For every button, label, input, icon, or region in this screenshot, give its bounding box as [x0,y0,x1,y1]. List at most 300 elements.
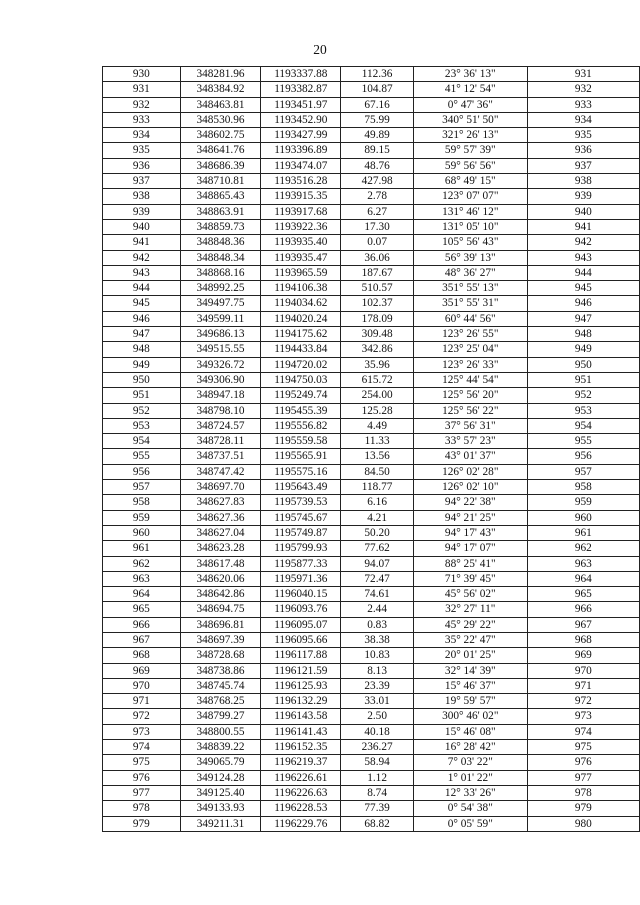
table-row [103,464,640,479]
table-row [103,311,640,326]
y-coordinate-cell: 1195556.82 [261,418,341,433]
point-from-cell: 968 [103,648,181,663]
point-from-cell: 940 [103,219,181,234]
point-from-cell: 954 [103,434,181,449]
point-to-cell: 940 [527,204,639,219]
distance-cell: 2.78 [341,189,414,204]
table-row [103,204,640,219]
distance-cell: 2.50 [341,709,414,724]
x-coordinate-cell: 348710.81 [180,174,261,189]
x-coordinate-cell: 348799.27 [180,709,261,724]
table-row [103,602,640,617]
point-from-cell: 939 [103,204,181,219]
distance-cell: 6.16 [341,495,414,510]
bearing-cell: 33° 57' 23" [413,434,527,449]
y-coordinate-cell: 1193452.90 [261,112,341,127]
x-coordinate-cell: 348463.81 [180,97,261,112]
distance-cell: 13.56 [341,449,414,464]
distance-cell: 125.28 [341,403,414,418]
bearing-cell: 94° 21' 25" [413,510,527,525]
distance-cell: 84.50 [341,464,414,479]
point-to-cell: 967 [527,617,639,632]
point-from-cell: 947 [103,327,181,342]
y-coordinate-cell: 1194034.62 [261,296,341,311]
point-to-cell: 965 [527,587,639,602]
y-coordinate-cell: 1193922.36 [261,219,341,234]
table-row [103,541,640,556]
point-from-cell: 950 [103,372,181,387]
point-from-cell: 948 [103,342,181,357]
point-to-cell: 934 [527,112,639,127]
distance-cell: 75.99 [341,112,414,127]
y-coordinate-cell: 1196093.76 [261,602,341,617]
point-from-cell: 934 [103,128,181,143]
bearing-cell: 351° 55' 13" [413,281,527,296]
point-from-cell: 955 [103,449,181,464]
distance-cell: 8.74 [341,785,414,800]
table-row [103,525,640,540]
point-from-cell: 976 [103,770,181,785]
point-from-cell: 959 [103,510,181,525]
table-row [103,801,640,816]
x-coordinate-cell: 349306.90 [180,372,261,387]
coordinates-table [102,66,640,832]
distance-cell: 50.20 [341,525,414,540]
table-row [103,724,640,739]
bearing-cell: 131° 05' 10" [413,219,527,234]
point-from-cell: 956 [103,464,181,479]
x-coordinate-cell: 348620.06 [180,571,261,586]
x-coordinate-cell: 348686.39 [180,158,261,173]
distance-cell: 35.96 [341,357,414,372]
table-row [103,648,640,663]
bearing-cell: 16° 28' 42" [413,740,527,755]
point-to-cell: 932 [527,82,639,97]
y-coordinate-cell: 1196228.53 [261,801,341,816]
bearing-cell: 94° 17' 43" [413,525,527,540]
table-row [103,632,640,647]
y-coordinate-cell: 1196226.61 [261,770,341,785]
table-row [103,587,640,602]
point-from-cell: 965 [103,602,181,617]
distance-cell: 49.89 [341,128,414,143]
distance-cell: 615.72 [341,372,414,387]
y-coordinate-cell: 1195559.58 [261,434,341,449]
bearing-cell: 126° 02' 28" [413,464,527,479]
table-row [103,388,640,403]
y-coordinate-cell: 1195745.67 [261,510,341,525]
x-coordinate-cell: 348863.91 [180,204,261,219]
point-to-cell: 975 [527,740,639,755]
x-coordinate-cell: 349497.75 [180,296,261,311]
x-coordinate-cell: 348627.83 [180,495,261,510]
point-from-cell: 977 [103,785,181,800]
point-from-cell: 938 [103,189,181,204]
y-coordinate-cell: 1196040.15 [261,587,341,602]
x-coordinate-cell: 348745.74 [180,678,261,693]
y-coordinate-cell: 1195249.74 [261,388,341,403]
bearing-cell: 60° 44' 56" [413,311,527,326]
point-to-cell: 933 [527,97,639,112]
y-coordinate-cell: 1193965.59 [261,265,341,280]
table-row [103,556,640,571]
bearing-cell: 43° 01' 37" [413,449,527,464]
y-coordinate-cell: 1196117.88 [261,648,341,663]
distance-cell: 178.09 [341,311,414,326]
y-coordinate-cell: 1195971.36 [261,571,341,586]
y-coordinate-cell: 1193396.89 [261,143,341,158]
bearing-cell: 94° 17' 07" [413,541,527,556]
table-row [103,82,640,97]
table-row [103,449,640,464]
x-coordinate-cell: 348859.73 [180,219,261,234]
point-from-cell: 969 [103,663,181,678]
table-row [103,480,640,495]
point-to-cell: 943 [527,250,639,265]
y-coordinate-cell: 1194020.24 [261,311,341,326]
distance-cell: 38.38 [341,632,414,647]
table-row [103,740,640,755]
y-coordinate-cell: 1195455.39 [261,403,341,418]
point-from-cell: 964 [103,587,181,602]
x-coordinate-cell: 348623.28 [180,541,261,556]
x-coordinate-cell: 349326.72 [180,357,261,372]
distance-cell: 77.39 [341,801,414,816]
point-from-cell: 963 [103,571,181,586]
distance-cell: 77.62 [341,541,414,556]
point-from-cell: 944 [103,281,181,296]
y-coordinate-cell: 1196132.29 [261,694,341,709]
bearing-cell: 1° 01' 22" [413,770,527,785]
bearing-cell: 123° 26' 33" [413,357,527,372]
point-to-cell: 964 [527,571,639,586]
table-row [103,158,640,173]
y-coordinate-cell: 1193935.40 [261,235,341,250]
bearing-cell: 68° 49' 15" [413,174,527,189]
table-row [103,189,640,204]
bearing-cell: 123° 25' 04" [413,342,527,357]
bearing-cell: 71° 39' 45" [413,571,527,586]
y-coordinate-cell: 1194106.38 [261,281,341,296]
x-coordinate-cell: 348530.96 [180,112,261,127]
x-coordinate-cell: 348627.36 [180,510,261,525]
table-row [103,250,640,265]
y-coordinate-cell: 1196229.76 [261,816,341,831]
x-coordinate-cell: 348642.86 [180,587,261,602]
x-coordinate-cell: 349599.11 [180,311,261,326]
y-coordinate-cell: 1196226.63 [261,785,341,800]
distance-cell: 104.87 [341,82,414,97]
table-row [103,495,640,510]
distance-cell: 33.01 [341,694,414,709]
y-coordinate-cell: 1193516.28 [261,174,341,189]
table-row [103,67,640,82]
table-row [103,678,640,693]
y-coordinate-cell: 1194433.84 [261,342,341,357]
table-row [103,357,640,372]
point-to-cell: 959 [527,495,639,510]
bearing-cell: 300° 46' 02" [413,709,527,724]
point-from-cell: 952 [103,403,181,418]
point-to-cell: 948 [527,327,639,342]
bearing-cell: 56° 39' 13" [413,250,527,265]
bearing-cell: 7° 03' 22" [413,755,527,770]
bearing-cell: 12° 33' 26" [413,785,527,800]
x-coordinate-cell: 348768.25 [180,694,261,709]
point-from-cell: 974 [103,740,181,755]
distance-cell: 118.77 [341,480,414,495]
point-from-cell: 937 [103,174,181,189]
distance-cell: 187.67 [341,265,414,280]
y-coordinate-cell: 1196095.07 [261,617,341,632]
y-coordinate-cell: 1196125.93 [261,678,341,693]
point-to-cell: 972 [527,694,639,709]
bearing-cell: 0° 54' 38" [413,801,527,816]
distance-cell: 0.83 [341,617,414,632]
x-coordinate-cell: 348728.11 [180,434,261,449]
bearing-cell: 126° 02' 10" [413,480,527,495]
bearing-cell: 123° 07' 07" [413,189,527,204]
y-coordinate-cell: 1195739.53 [261,495,341,510]
x-coordinate-cell: 348724.57 [180,418,261,433]
distance-cell: 4.49 [341,418,414,433]
bearing-cell: 123° 26' 55" [413,327,527,342]
distance-cell: 309.48 [341,327,414,342]
point-to-cell: 945 [527,281,639,296]
distance-cell: 17.30 [341,219,414,234]
distance-cell: 112.36 [341,67,414,82]
point-from-cell: 933 [103,112,181,127]
x-coordinate-cell: 348839.22 [180,740,261,755]
distance-cell: 11.33 [341,434,414,449]
point-to-cell: 952 [527,388,639,403]
bearing-cell: 351° 55' 31" [413,296,527,311]
x-coordinate-cell: 348737.51 [180,449,261,464]
point-to-cell: 960 [527,510,639,525]
bearing-cell: 0° 47' 36" [413,97,527,112]
y-coordinate-cell: 1196152.35 [261,740,341,755]
bearing-cell: 32° 14' 39" [413,663,527,678]
page-number: 20 [313,42,327,57]
point-to-cell: 970 [527,663,639,678]
x-coordinate-cell: 348865.43 [180,189,261,204]
point-from-cell: 966 [103,617,181,632]
point-to-cell: 977 [527,770,639,785]
point-to-cell: 937 [527,158,639,173]
distance-cell: 40.18 [341,724,414,739]
point-to-cell: 955 [527,434,639,449]
point-from-cell: 962 [103,556,181,571]
y-coordinate-cell: 1196219.37 [261,755,341,770]
x-coordinate-cell: 348798.10 [180,403,261,418]
point-from-cell: 978 [103,801,181,816]
distance-cell: 0.07 [341,235,414,250]
x-coordinate-cell: 348602.75 [180,128,261,143]
y-coordinate-cell: 1193917.68 [261,204,341,219]
bearing-cell: 59° 56' 56" [413,158,527,173]
table-row [103,785,640,800]
y-coordinate-cell: 1194720.02 [261,357,341,372]
table-row [103,403,640,418]
x-coordinate-cell: 348641.76 [180,143,261,158]
distance-cell: 6.27 [341,204,414,219]
table-row [103,663,640,678]
table-row [103,281,640,296]
point-from-cell: 941 [103,235,181,250]
y-coordinate-cell: 1195749.87 [261,525,341,540]
bearing-cell: 37° 56' 31" [413,418,527,433]
x-coordinate-cell: 348848.34 [180,250,261,265]
y-coordinate-cell: 1195575.16 [261,464,341,479]
x-coordinate-cell: 349515.55 [180,342,261,357]
point-to-cell: 944 [527,265,639,280]
table-row [103,816,640,831]
point-to-cell: 973 [527,709,639,724]
y-coordinate-cell: 1195643.49 [261,480,341,495]
point-to-cell: 976 [527,755,639,770]
x-coordinate-cell: 348281.96 [180,67,261,82]
table-row [103,434,640,449]
point-to-cell: 956 [527,449,639,464]
point-to-cell: 949 [527,342,639,357]
table-row [103,571,640,586]
x-coordinate-cell: 348728.68 [180,648,261,663]
y-coordinate-cell: 1196095.66 [261,632,341,647]
distance-cell: 74.61 [341,587,414,602]
point-from-cell: 973 [103,724,181,739]
table-row [103,265,640,280]
y-coordinate-cell: 1193935.47 [261,250,341,265]
point-to-cell: 953 [527,403,639,418]
bearing-cell: 88° 25' 41" [413,556,527,571]
table-row [103,112,640,127]
x-coordinate-cell: 348697.70 [180,480,261,495]
y-coordinate-cell: 1196143.58 [261,709,341,724]
bearing-cell: 340° 51' 50" [413,112,527,127]
point-to-cell: 941 [527,219,639,234]
x-coordinate-cell: 348848.36 [180,235,261,250]
distance-cell: 4.21 [341,510,414,525]
distance-cell: 236.27 [341,740,414,755]
point-from-cell: 935 [103,143,181,158]
y-coordinate-cell: 1195877.33 [261,556,341,571]
y-coordinate-cell: 1193451.97 [261,97,341,112]
x-coordinate-cell: 348800.55 [180,724,261,739]
point-to-cell: 979 [527,801,639,816]
x-coordinate-cell: 348738.86 [180,663,261,678]
distance-cell: 2.44 [341,602,414,617]
table-row [103,709,640,724]
table-row [103,235,640,250]
distance-cell: 510.57 [341,281,414,296]
x-coordinate-cell: 348947.18 [180,388,261,403]
distance-cell: 254.00 [341,388,414,403]
bearing-cell: 125° 56' 22" [413,403,527,418]
point-to-cell: 971 [527,678,639,693]
table-row [103,174,640,189]
point-to-cell: 969 [527,648,639,663]
table-row [103,510,640,525]
bearing-cell: 23° 36' 13" [413,67,527,82]
bearing-cell: 59° 57' 39" [413,143,527,158]
distance-cell: 1.12 [341,770,414,785]
table-row [103,128,640,143]
table-row [103,617,640,632]
distance-cell: 68.82 [341,816,414,831]
point-to-cell: 980 [527,816,639,831]
bearing-cell: 131° 46' 12" [413,204,527,219]
table-row [103,97,640,112]
bearing-cell: 321° 26' 13" [413,128,527,143]
bearing-cell: 32° 27' 11" [413,602,527,617]
y-coordinate-cell: 1195799.93 [261,541,341,556]
table-row [103,694,640,709]
point-from-cell: 970 [103,678,181,693]
point-to-cell: 978 [527,785,639,800]
point-from-cell: 979 [103,816,181,831]
point-from-cell: 953 [103,418,181,433]
bearing-cell: 19° 59' 57" [413,694,527,709]
x-coordinate-cell: 348694.75 [180,602,261,617]
bearing-cell: 41° 12' 54" [413,82,527,97]
point-to-cell: 958 [527,480,639,495]
distance-cell: 94.07 [341,556,414,571]
point-to-cell: 950 [527,357,639,372]
point-from-cell: 967 [103,632,181,647]
point-to-cell: 939 [527,189,639,204]
table-row [103,418,640,433]
y-coordinate-cell: 1195565.91 [261,449,341,464]
table-row [103,327,640,342]
distance-cell: 23.39 [341,678,414,693]
x-coordinate-cell: 348696.81 [180,617,261,632]
x-coordinate-cell: 348627.04 [180,525,261,540]
point-from-cell: 972 [103,709,181,724]
point-from-cell: 946 [103,311,181,326]
x-coordinate-cell: 349686.13 [180,327,261,342]
bearing-cell: 45° 29' 22" [413,617,527,632]
table-row [103,342,640,357]
point-to-cell: 957 [527,464,639,479]
point-to-cell: 935 [527,128,639,143]
bearing-cell: 20° 01' 25" [413,648,527,663]
distance-cell: 67.16 [341,97,414,112]
table-row [103,372,640,387]
point-from-cell: 931 [103,82,181,97]
distance-cell: 72.47 [341,571,414,586]
distance-cell: 89.15 [341,143,414,158]
point-from-cell: 975 [103,755,181,770]
bearing-cell: 125° 56' 20" [413,388,527,403]
point-from-cell: 971 [103,694,181,709]
x-coordinate-cell: 348617.48 [180,556,261,571]
point-from-cell: 949 [103,357,181,372]
point-to-cell: 961 [527,525,639,540]
x-coordinate-cell: 349125.40 [180,785,261,800]
x-coordinate-cell: 349211.31 [180,816,261,831]
distance-cell: 427.98 [341,174,414,189]
distance-cell: 10.83 [341,648,414,663]
table-row [103,296,640,311]
point-from-cell: 960 [103,525,181,540]
x-coordinate-cell: 349065.79 [180,755,261,770]
point-from-cell: 957 [103,480,181,495]
distance-cell: 58.94 [341,755,414,770]
bearing-cell: 15° 46' 37" [413,678,527,693]
distance-cell: 342.86 [341,342,414,357]
point-from-cell: 943 [103,265,181,280]
table-row [103,219,640,234]
